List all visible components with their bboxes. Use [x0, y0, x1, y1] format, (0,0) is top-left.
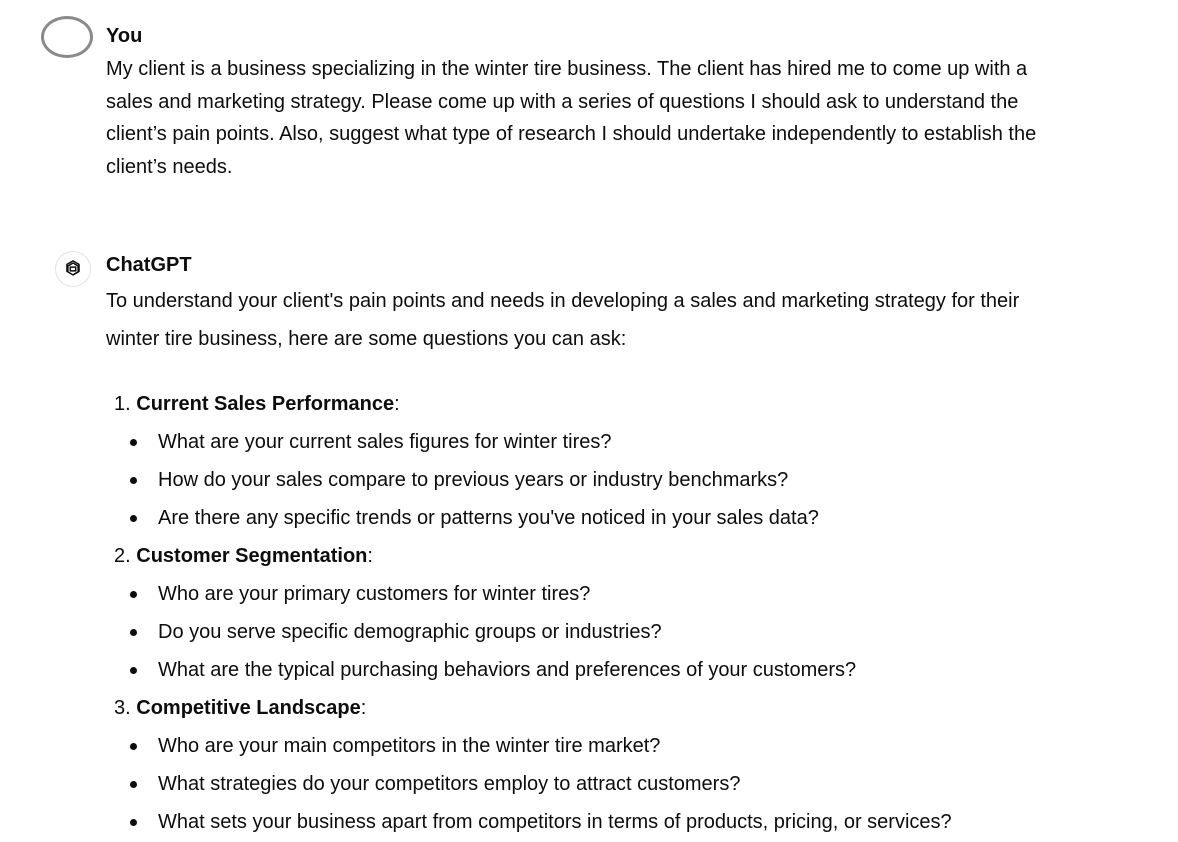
- bullet-dot-icon: [130, 477, 137, 484]
- list-item-text: What sets your business apart from competitors in terms of products, pricing, or services?: [158, 811, 952, 833]
- section-heading: Customer Segmentation: [136, 545, 368, 567]
- list-item: [114, 423, 1164, 461]
- list-item-text: Who are your main competitors in the winter tire market?: [158, 735, 661, 757]
- list-item-text: Are there any specific trends or patterns you've noticed in your sales data?: [158, 507, 819, 529]
- assistant-author-name: ChatGPT: [106, 254, 192, 276]
- list-item: [114, 575, 1164, 613]
- section-title: [114, 385, 1164, 423]
- bullet-dot-icon: [130, 667, 137, 674]
- question-list: [114, 385, 1164, 841]
- user-author-name: You: [106, 25, 143, 47]
- list-item-text: What are your current sales figures for winter tires?: [158, 431, 612, 453]
- list-item: [114, 727, 1164, 765]
- list-item-text: Do you serve specific demographic groups or industries?: [158, 621, 662, 643]
- bullet-dot-icon: [130, 439, 137, 446]
- list-item: [114, 803, 1164, 841]
- section-number: 1.: [114, 393, 131, 415]
- list-item-text: What strategies do your competitors employ to attract customers?: [158, 773, 741, 795]
- section-title: [114, 689, 1164, 727]
- section-colon: :: [360, 697, 367, 719]
- section-colon: :: [367, 545, 373, 567]
- section-title: [114, 537, 1164, 575]
- list-item: [114, 613, 1164, 651]
- section-heading: Competitive Landscape: [136, 697, 361, 719]
- list-item-text: How do your sales compare to previous years or industry benchmarks?: [158, 469, 789, 491]
- chatgpt-logo-icon: [55, 251, 91, 287]
- section-number: 2.: [114, 545, 131, 567]
- list-item: [114, 461, 1164, 499]
- section-colon: :: [394, 393, 400, 415]
- user-avatar-icon: [41, 16, 93, 58]
- bullet-dot-icon: [130, 629, 137, 636]
- section-heading: Current Sales Performance: [136, 393, 395, 415]
- bullet-dot-icon: [130, 515, 137, 522]
- user-message-text: My client is a business specializing in the winter tire business. The client has hired me to come up with a sales and marketing strategy. Please come up with a series of questions I should ask to understand the client’s pain points. Also, suggest what type of research I should undertake independently to establish the client’s needs.: [106, 58, 1037, 178]
- assistant-intro-text: To understand your client's pain points and needs in developing a sales and marketing strategy for their winter tire business, here are some questions you can ask:: [106, 290, 1020, 350]
- list-item-text: What are the typical purchasing behaviors and preferences of your customers?: [158, 659, 857, 681]
- list-item: [114, 651, 1164, 689]
- bullet-dot-icon: [130, 819, 137, 826]
- bullet-dot-icon: [130, 781, 137, 788]
- bullet-dot-icon: [130, 743, 137, 750]
- bullet-dot-icon: [130, 591, 137, 598]
- openai-knot-icon: [62, 258, 84, 280]
- list-item: [114, 499, 1164, 537]
- section-number: 3.: [114, 697, 131, 719]
- list-item: [114, 765, 1164, 803]
- list-item-text: Who are your primary customers for winter tires?: [158, 583, 591, 605]
